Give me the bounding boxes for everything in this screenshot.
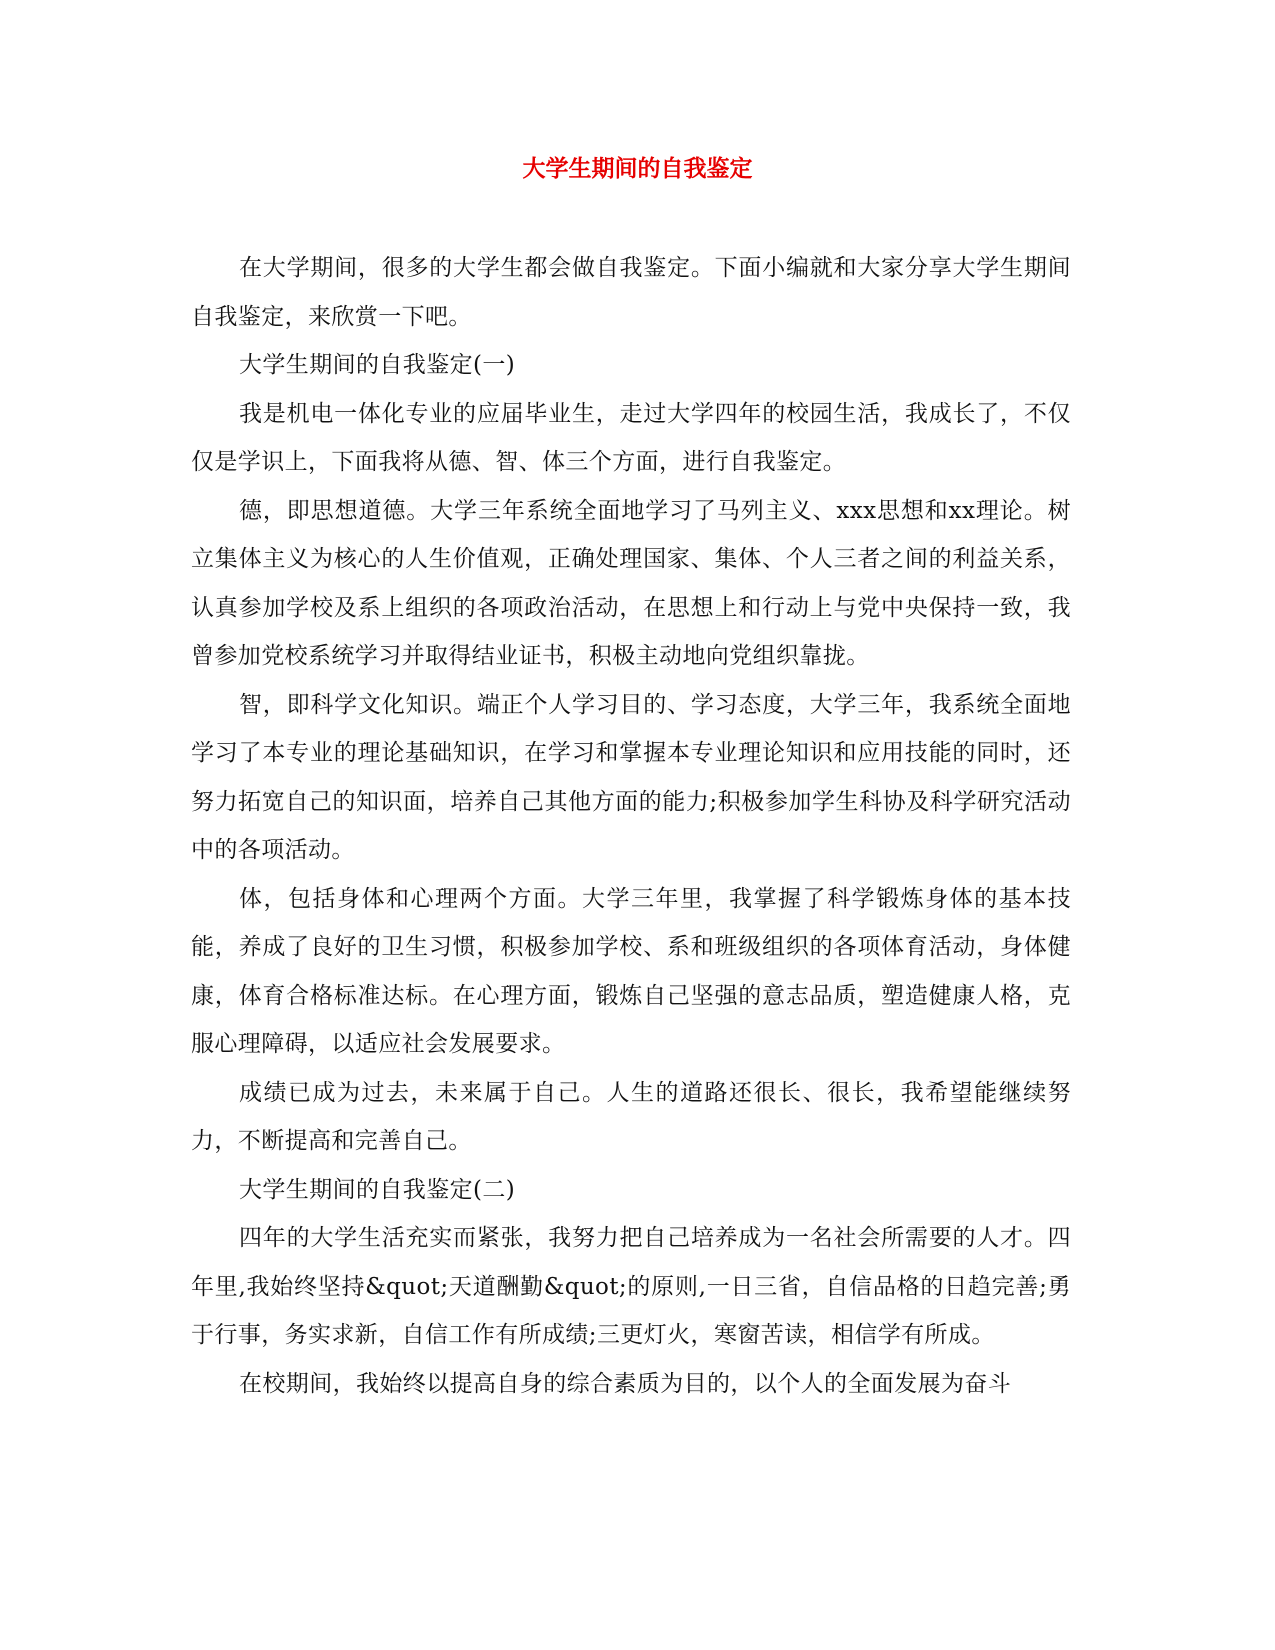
- section-heading-2: 大学生期间的自我鉴定(二): [239, 1176, 516, 1203]
- paragraph: 体，包括身体和心理两个方面。大学三年里，我掌握了科学锻炼身体的基本技能，养成了良好的卫生习惯，积极参加学校、系和班级组织的各项体育活动，身体健康，体育合格标准达标。在心理方面，锻炼自己坚强的意志品质，塑造健康人格，克服心理障碍，以适应社会发展要求。: [191, 885, 1071, 1057]
- paragraph-intro: 在大学期间，很多的大学生都会做自我鉴定。下面小编就和大家分享大学生期间自我鉴定，来欣赏一下吧。: [191, 255, 1071, 330]
- document-title: 大学生期间的自我鉴定: [522, 156, 753, 182]
- paragraph: 我是机电一体化专业的应届毕业生，走过大学四年的校园生活，我成长了，不仅仅是学识上，下面我将从德、智、体三个方面，进行自我鉴定。: [191, 400, 1071, 475]
- section-heading-1: 大学生期间的自我鉴定(一): [239, 352, 516, 378]
- document-body: [191, 244, 1071, 1408]
- paragraph: 成绩已成为过去，未来属于自己。人生的道路还很长、很长，我希望能继续努力，不断提高和完善自己。: [191, 1079, 1071, 1154]
- paragraph: 智，即科学文化知识。端正个人学习目的、学习态度，大学三年，我系统全面地学习了本专业的理论基础知识，在学习和掌握本专业理论知识和应用技能的同时，还努力拓宽自己的知识面，培养自己其他方面的能力;积极参加学生科协及科学研究活动中的各项活动。: [191, 691, 1071, 863]
- paragraph: 四年的大学生活充实而紧张，我努力把自己培养成为一名社会所需要的人才。四年里,我始终坚持&quot;天道酬勤&quot;的原则,一日三省，自信品格的日趋完善;勇于行事，务实求新，自信工作有所成绩;三更灯火，寒窗苦读，相信学有所成。: [191, 1225, 1071, 1348]
- paragraph: 在校期间，我始终以提高自身的综合素质为目的，以个人的全面发展为奋斗: [239, 1370, 1012, 1397]
- paragraph: 德，即思想道德。大学三年系统全面地学习了马列主义、xxx思想和xx理论。树立集体主义为核心的人生价值观，正确处理国家、集体、个人三者之间的利益关系，认真参加学校及系上组织的各项政治活动，在思想上和行动上与党中央保持一致，我曾参加党校系统学习并取得结业证书，积极主动地向党组织靠拢。: [191, 497, 1071, 669]
